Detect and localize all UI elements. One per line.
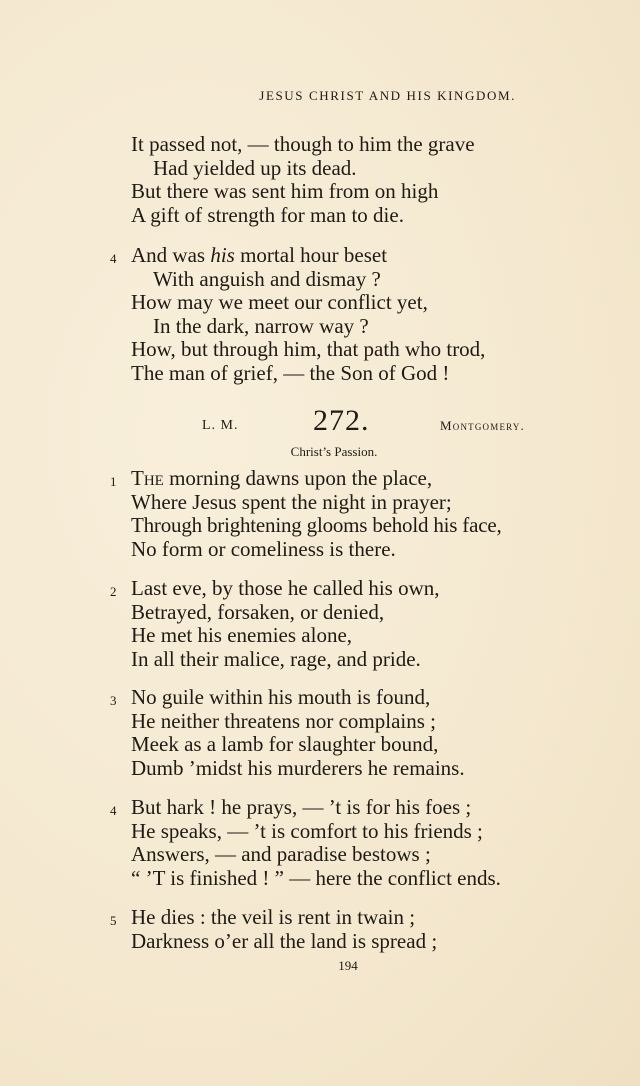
verse-line: He speaks, — ’t is comfort to his friends ; bbox=[131, 818, 483, 843]
verse-line: 5 He dies : the veil is rent in twain ; bbox=[0, 906, 640, 930]
verse-line: Betrayed, forsaken, or denied, bbox=[131, 599, 385, 624]
emphasis-word: his bbox=[210, 243, 235, 267]
verse-line: 4 And was his mortal hour beset bbox=[0, 244, 640, 268]
verse-line: No form or comeliness is there. bbox=[131, 536, 396, 561]
hymn-number: 272. bbox=[313, 404, 370, 437]
verse-line: “ ’T is finished ! ” — here the conflict ends. bbox=[131, 865, 501, 890]
verse-line: In the dark, narrow way ? bbox=[153, 313, 369, 338]
stanza-number: 1 bbox=[110, 474, 117, 489]
verse-line: 4 But hark ! he prays, — ’t is for his foes ; bbox=[0, 796, 640, 820]
initial-small-caps: The bbox=[131, 466, 164, 490]
verse-line: It passed not, — though to him the grave bbox=[131, 132, 475, 156]
stanza-5 bbox=[0, 906, 640, 953]
running-head: JESUS CHRIST AND HIS KINGDOM. bbox=[259, 88, 516, 103]
verse-line: 3 No guile within his mouth is found, bbox=[0, 686, 640, 710]
verse-line: Meek as a lamb for slaughter bound, bbox=[131, 732, 439, 756]
verse-line: 1 The morning dawns upon the place, bbox=[0, 467, 640, 491]
stanza-number: 3 bbox=[110, 693, 117, 708]
stanza-1 bbox=[0, 467, 640, 561]
verse-line: In all their malice, rage, and pride. bbox=[131, 646, 421, 671]
verse-line: The man of grief, — the Son of God ! bbox=[131, 360, 450, 385]
verse-line: He neither threatens nor complains ; bbox=[131, 708, 436, 733]
hymn-header bbox=[0, 404, 640, 438]
verse-line: 2 Last eve, by those he called his own, bbox=[0, 577, 640, 601]
verse-line: With anguish and dismay ? bbox=[153, 266, 381, 291]
verse-line: Through brightening glooms behold his face, bbox=[131, 513, 502, 537]
verse-line: Answers, — and paradise bestows ; bbox=[131, 842, 431, 866]
hymn-meter: L. M. bbox=[202, 418, 239, 433]
verse-line: Dumb ’midst his murderers he remains. bbox=[131, 755, 465, 780]
verse-line: Had yielded up its dead. bbox=[153, 155, 357, 180]
verse-line: How may we meet our conflict yet, bbox=[131, 290, 428, 314]
stanza-number: 4 bbox=[110, 803, 117, 818]
verse-line: But there was sent him from on high bbox=[131, 179, 439, 203]
stanza-number: 4 bbox=[110, 251, 117, 266]
stanza-continued-4 bbox=[0, 244, 640, 385]
page-number: 194 bbox=[338, 958, 358, 973]
verse-line: Where Jesus spent the night in prayer; bbox=[131, 489, 452, 514]
stanza-2 bbox=[0, 577, 640, 671]
stanza-number: 5 bbox=[110, 913, 117, 928]
verse-line: A gift of strength for man to die. bbox=[131, 202, 404, 227]
hymn-subtitle: Christ’s Passion. bbox=[290, 444, 378, 459]
verse-line: He met his enemies alone, bbox=[131, 623, 353, 647]
stanza-continued-3 bbox=[0, 133, 640, 227]
stanza-3 bbox=[0, 686, 640, 780]
verse-line: Darkness o’er all the land is spread ; bbox=[131, 928, 438, 953]
stanza-number: 2 bbox=[110, 584, 117, 599]
stanza-4 bbox=[0, 796, 640, 890]
verse-line: How, but through him, that path who trod, bbox=[131, 337, 486, 361]
hymn-author: Montgomery. bbox=[440, 418, 526, 433]
